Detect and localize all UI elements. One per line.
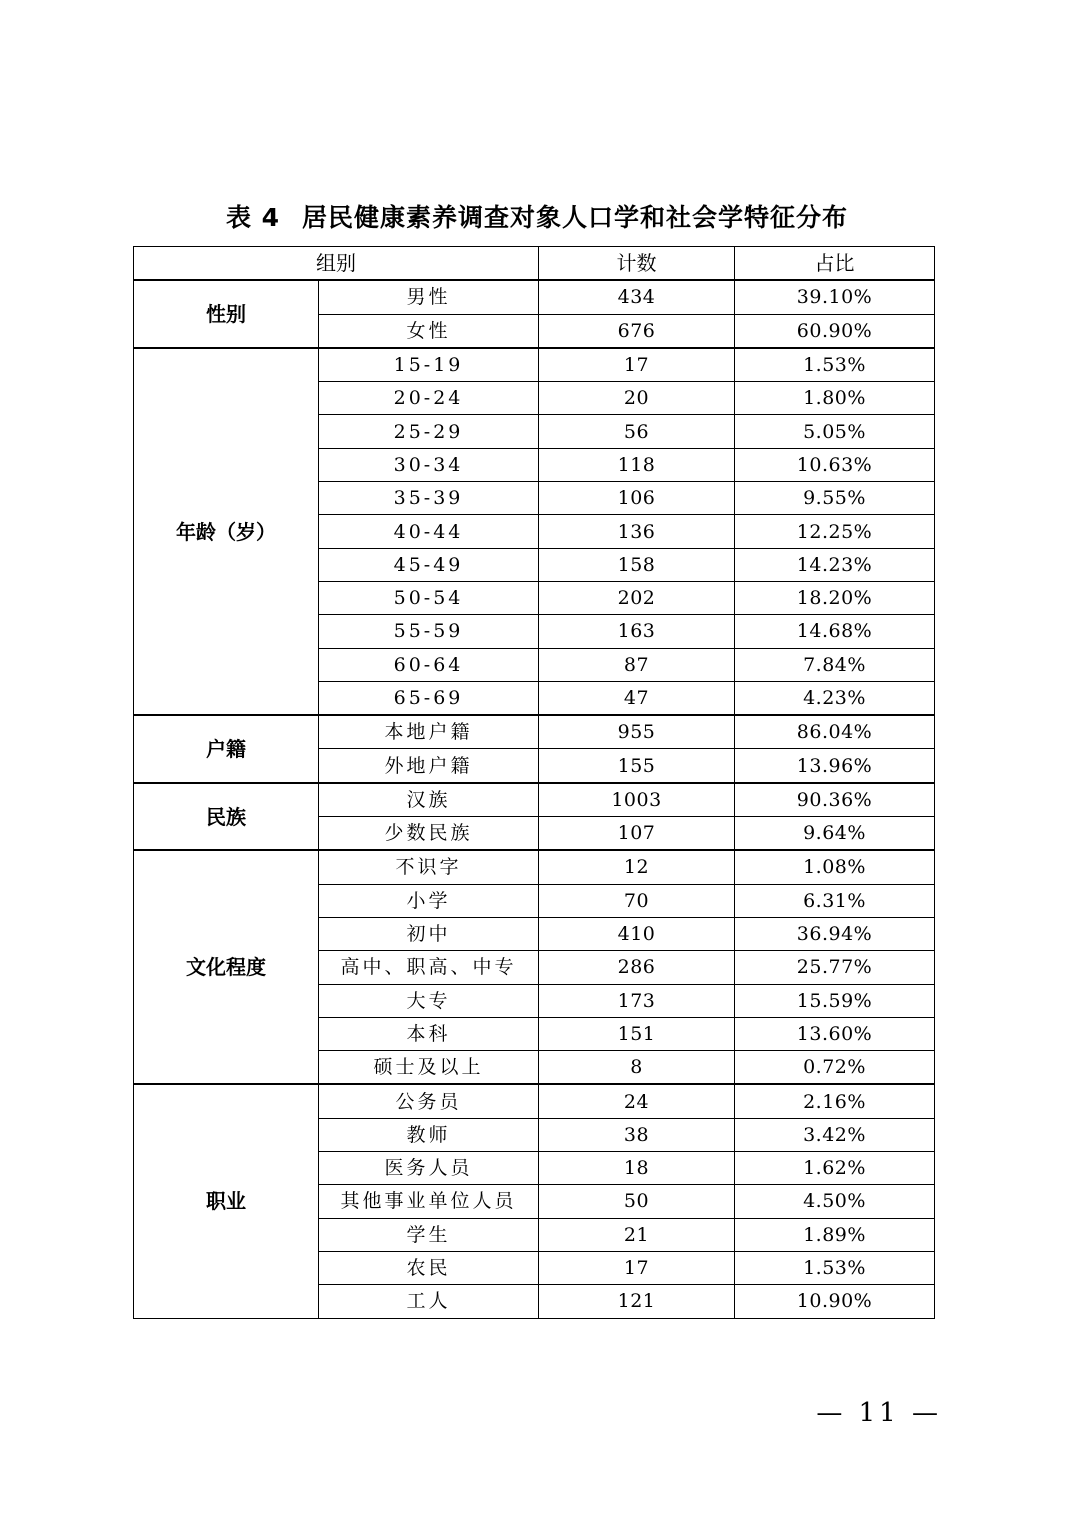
row-percent: 14.23% [735, 548, 935, 581]
row-label: 其他事业单位人员 [319, 1185, 539, 1218]
row-label: 35-39 [319, 482, 539, 515]
row-count: 434 [539, 280, 735, 314]
row-count: 70 [539, 884, 735, 917]
row-count: 20 [539, 382, 735, 415]
row-label: 公务员 [319, 1084, 539, 1118]
row-percent: 39.10% [735, 280, 935, 314]
row-count: 410 [539, 917, 735, 950]
row-count: 56 [539, 415, 735, 448]
row-percent: 10.90% [735, 1285, 935, 1318]
row-count: 47 [539, 681, 735, 715]
row-percent: 4.50% [735, 1185, 935, 1218]
row-count: 18 [539, 1152, 735, 1185]
row-count: 136 [539, 515, 735, 548]
row-percent: 15.59% [735, 984, 935, 1017]
row-percent: 1.08% [735, 850, 935, 884]
row-count: 1003 [539, 783, 735, 817]
row-percent: 12.25% [735, 515, 935, 548]
row-percent: 0.72% [735, 1051, 935, 1085]
row-percent: 4.23% [735, 681, 935, 715]
table-row [134, 1084, 935, 1118]
row-label: 少数民族 [319, 817, 539, 851]
row-count: 106 [539, 482, 735, 515]
row-label: 小学 [319, 884, 539, 917]
row-label: 55-59 [319, 615, 539, 648]
table-row [134, 715, 935, 749]
group-name: 年龄（岁） [134, 348, 319, 715]
header-count: 计数 [539, 247, 735, 281]
row-count: 158 [539, 548, 735, 581]
row-percent: 1.80% [735, 382, 935, 415]
group-name: 性别 [134, 280, 319, 348]
row-percent: 18.20% [735, 581, 935, 614]
page-number: — 11 — [816, 1398, 942, 1428]
row-percent: 1.53% [735, 348, 935, 382]
row-label: 汉族 [319, 783, 539, 817]
row-label: 25-29 [319, 415, 539, 448]
row-count: 38 [539, 1118, 735, 1151]
row-count: 173 [539, 984, 735, 1017]
row-count: 121 [539, 1285, 735, 1318]
row-count: 118 [539, 448, 735, 481]
row-percent: 13.60% [735, 1017, 935, 1050]
row-percent: 25.77% [735, 951, 935, 984]
row-label: 45-49 [319, 548, 539, 581]
row-label: 男性 [319, 280, 539, 314]
row-count: 87 [539, 648, 735, 681]
row-percent: 13.96% [735, 749, 935, 783]
row-count: 286 [539, 951, 735, 984]
row-label: 20-24 [319, 382, 539, 415]
row-count: 8 [539, 1051, 735, 1085]
table-caption: 居民健康素养调查对象人口学和社会学特征分布 [302, 203, 849, 232]
row-count: 163 [539, 615, 735, 648]
row-label: 60-64 [319, 648, 539, 681]
row-label: 15-19 [319, 348, 539, 382]
row-label: 本科 [319, 1017, 539, 1050]
group-name: 职业 [134, 1084, 319, 1318]
row-percent: 1.53% [735, 1251, 935, 1284]
row-count: 202 [539, 581, 735, 614]
row-count: 155 [539, 749, 735, 783]
row-count: 17 [539, 348, 735, 382]
row-percent: 36.94% [735, 917, 935, 950]
row-percent: 1.89% [735, 1218, 935, 1251]
table-row [134, 850, 935, 884]
header-group: 组别 [134, 247, 539, 281]
row-percent: 3.42% [735, 1118, 935, 1151]
row-percent: 9.64% [735, 817, 935, 851]
row-count: 21 [539, 1218, 735, 1251]
row-percent: 90.36% [735, 783, 935, 817]
row-label: 30-34 [319, 448, 539, 481]
row-label: 大专 [319, 984, 539, 1017]
table-body [134, 280, 935, 1318]
row-percent: 7.84% [735, 648, 935, 681]
row-count: 676 [539, 314, 735, 348]
row-label: 初中 [319, 917, 539, 950]
row-percent: 9.55% [735, 482, 935, 515]
row-label: 外地户籍 [319, 749, 539, 783]
row-percent: 5.05% [735, 415, 935, 448]
row-label: 40-44 [319, 515, 539, 548]
table-row [134, 348, 935, 382]
row-percent: 6.31% [735, 884, 935, 917]
row-label: 工人 [319, 1285, 539, 1318]
row-count: 24 [539, 1084, 735, 1118]
row-count: 12 [539, 850, 735, 884]
group-name: 文化程度 [134, 850, 319, 1084]
row-percent: 2.16% [735, 1084, 935, 1118]
group-name: 户籍 [134, 715, 319, 783]
row-percent: 14.68% [735, 615, 935, 648]
row-percent: 10.63% [735, 448, 935, 481]
table-number: 表 4 [225, 203, 281, 232]
row-count: 151 [539, 1017, 735, 1050]
row-label: 教师 [319, 1118, 539, 1151]
row-count: 17 [539, 1251, 735, 1284]
row-count: 955 [539, 715, 735, 749]
header-percent: 占比 [735, 247, 935, 281]
row-label: 学生 [319, 1218, 539, 1251]
row-label: 农民 [319, 1251, 539, 1284]
table-row [134, 280, 935, 314]
table-title [0, 198, 1074, 238]
row-label: 医务人员 [319, 1152, 539, 1185]
row-label: 本地户籍 [319, 715, 539, 749]
row-count: 50 [539, 1185, 735, 1218]
row-label: 女性 [319, 314, 539, 348]
row-percent: 60.90% [735, 314, 935, 348]
row-label: 65-69 [319, 681, 539, 715]
row-percent: 1.62% [735, 1152, 935, 1185]
group-name: 民族 [134, 783, 319, 851]
row-label: 高中、职高、中专 [319, 951, 539, 984]
table-header-row [134, 247, 935, 281]
row-percent: 86.04% [735, 715, 935, 749]
table-row [134, 783, 935, 817]
row-label: 硕士及以上 [319, 1051, 539, 1085]
row-label: 50-54 [319, 581, 539, 614]
demographics-table [133, 246, 935, 1319]
row-label: 不识字 [319, 850, 539, 884]
row-count: 107 [539, 817, 735, 851]
